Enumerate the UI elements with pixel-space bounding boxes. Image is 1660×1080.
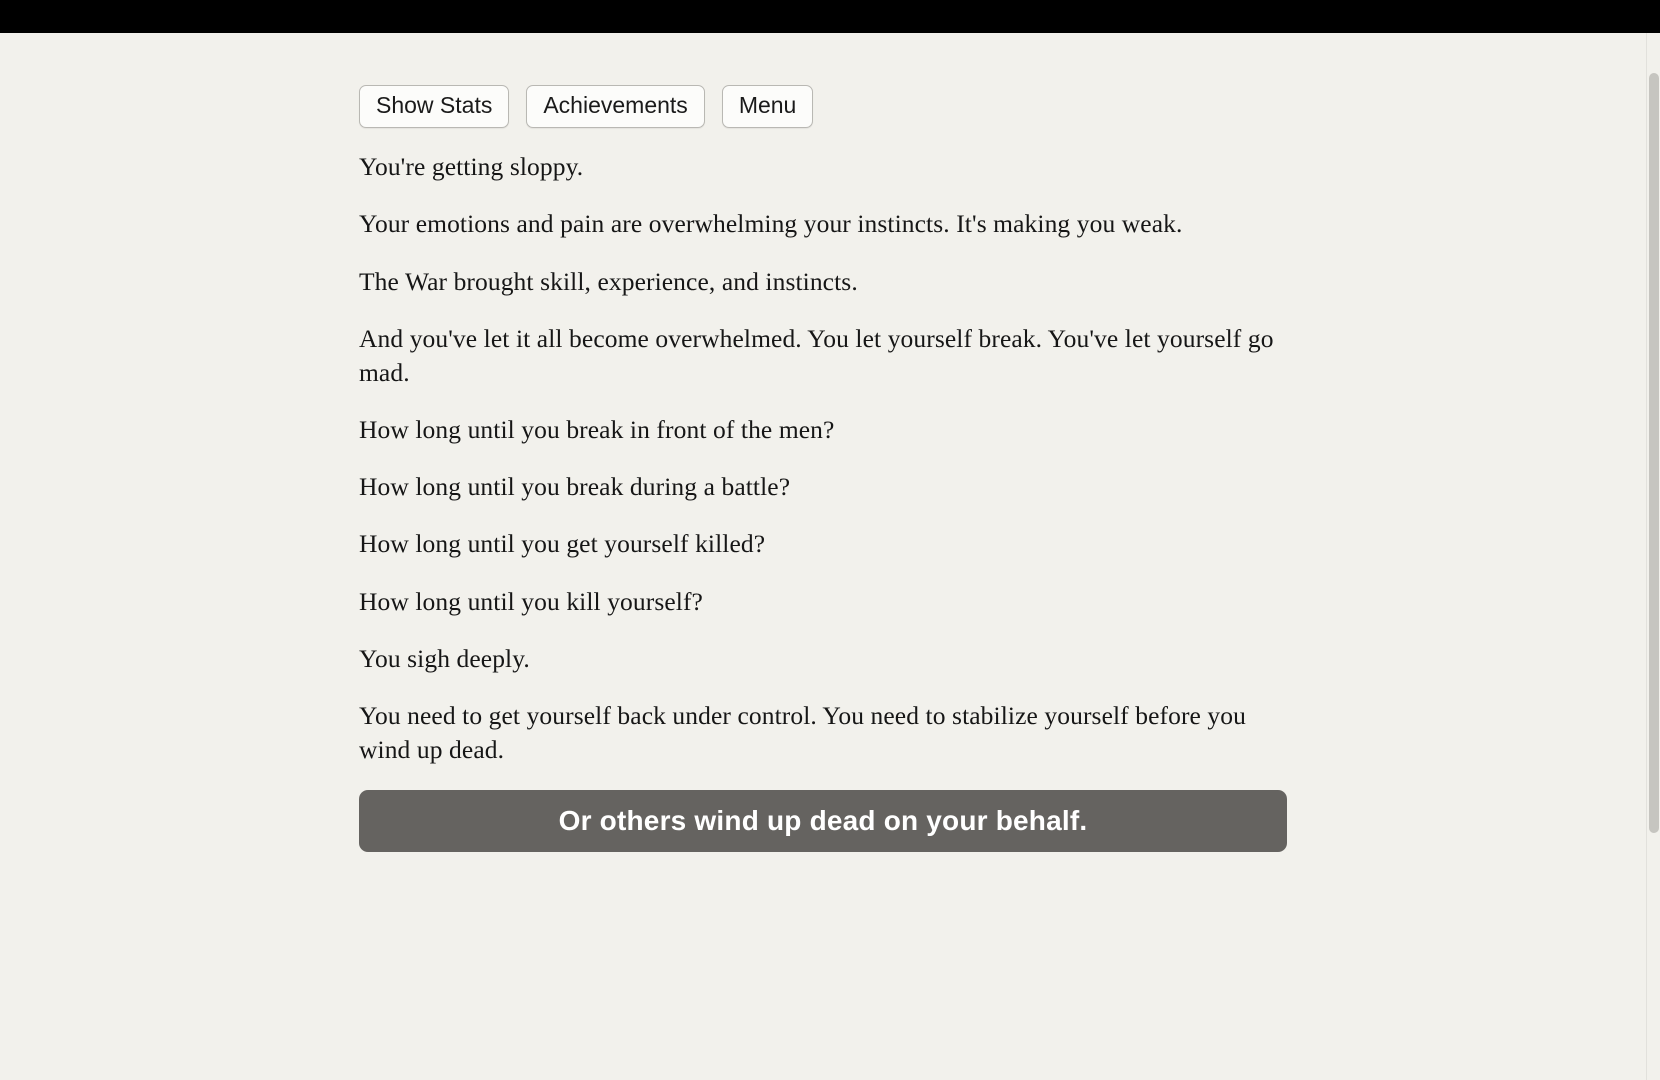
achievements-button[interactable]: Achievements [526,85,704,128]
story-text [359,150,1287,767]
story-paragraph: You need to get yourself back under control. You need to stabilize yourself before you wind up dead. [359,700,1246,765]
story-paragraph: How long until you kill yourself? [359,586,703,616]
menu-button[interactable]: Menu [722,85,814,128]
choice-button-label: Or others wind up dead on your behalf. [558,805,1088,837]
content-column [359,85,1287,852]
story-paragraph: You sigh deeply. [359,643,530,673]
story-paragraph: You're getting sloppy. [359,152,584,182]
story-paragraph: And you've let it all become overwhelmed. You let yourself break. You've let yourself go mad. [359,323,1274,387]
story-paragraph: How long until you break during a battle? [359,472,791,502]
story-paragraph: How long until you break in front of the men? [359,415,835,445]
show-stats-button[interactable]: Show Stats [359,85,509,128]
story-paragraph: How long until you get yourself killed? [359,529,766,559]
choice-button[interactable] [359,790,1287,852]
browser-top-bar [0,0,1660,33]
story-paragraph: The War brought skill, experience, and instincts. [359,266,858,296]
scrollbar-track[interactable] [1646,33,1660,1080]
toolbar [359,85,1287,128]
story-paragraph: Your emotions and pain are overwhelming your instincts. It's making you weak. [359,209,1183,239]
scrollbar-thumb[interactable] [1649,73,1659,833]
story-page [0,33,1655,1080]
